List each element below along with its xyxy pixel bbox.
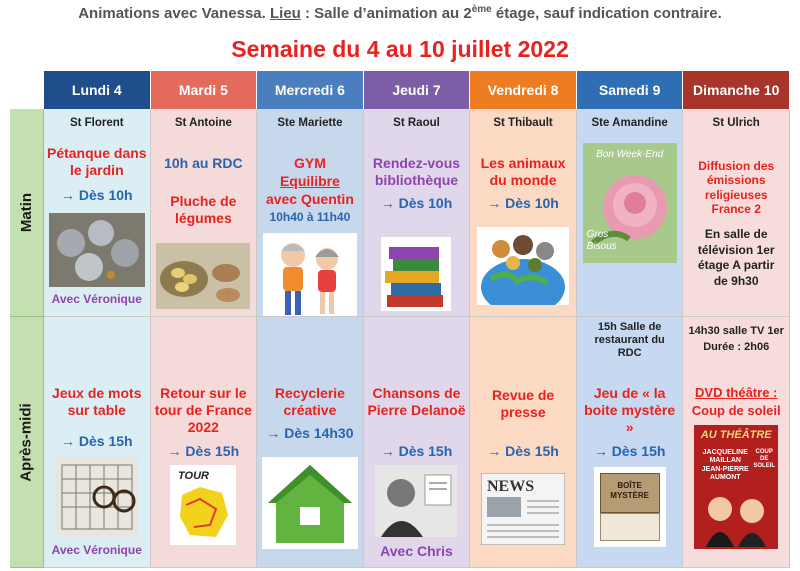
activity-title: GYM [293, 155, 326, 171]
seniors-image [263, 233, 357, 317]
activity-note: Avec Véronique [51, 543, 142, 557]
activity-duration: Durée : 2h06 [703, 341, 770, 353]
poster-title: COUP DE SOLEIL [753, 449, 776, 470]
petanque-image [49, 213, 145, 287]
day-header-mercredi: Mercredi 6 [257, 71, 364, 109]
cell-mardi-morning [151, 109, 258, 317]
cell-mercredi-afternoon [257, 317, 364, 568]
cell-mardi-afternoon [151, 317, 258, 568]
grid-corner [10, 71, 44, 109]
activity-time: → Dès 15h [487, 443, 559, 459]
activity-title: Revue de presse [491, 387, 555, 420]
rose-card-image [583, 143, 677, 263]
day-header-jeudi: Jeudi 7 [364, 71, 471, 109]
activity-time: → Dès 10h [380, 195, 453, 211]
day-header-mardi: Mardi 5 [151, 71, 258, 109]
cell-dimanche-afternoon [683, 317, 790, 568]
day-header-samedi: Samedi 9 [577, 71, 684, 109]
activity-time: → Dès 15h [380, 443, 453, 459]
saint-name: St Raoul [393, 117, 440, 129]
activity-location: 10h au RDC [164, 155, 243, 171]
green-house-image [262, 457, 358, 549]
morning-label: Matin [18, 192, 36, 233]
cell-lundi-morning [44, 109, 151, 317]
svg-text:NEWS: NEWS [487, 478, 535, 495]
header-lieu: Lieu [269, 5, 301, 22]
activity-title: Retour sur le tour de France 2022 [154, 385, 252, 435]
row-label-afternoon [10, 317, 44, 568]
activity-title: DVD théâtre : [695, 385, 778, 400]
afternoon-label: Après-midi [18, 402, 36, 482]
cell-jeudi-afternoon [364, 317, 471, 568]
header-subtitle [0, 4, 800, 22]
poster-names: JACQUELINE MAILLAN JEAN-PIERRE AUMONT [701, 449, 749, 482]
tour-de-france-image [170, 465, 236, 545]
day-header-vendredi: Vendredi 8 [470, 71, 577, 109]
saint-name: St Antoine [174, 117, 232, 129]
activity-time: 10h40 à 11h40 [269, 210, 351, 224]
mystery-box-image [594, 467, 666, 547]
header-part-c: étage, sauf indication contraire. [491, 5, 722, 22]
activity-instructor: avec Quentin [265, 191, 354, 207]
saint-name: St Thibault [493, 117, 553, 129]
rose-card-text-1: Gros [586, 229, 609, 240]
cell-vendredi-afternoon [470, 317, 577, 568]
activity-title: Pluche de légumes [170, 193, 237, 226]
activity-title: Les animaux du monde [480, 155, 566, 188]
theatre-poster-image [694, 425, 778, 549]
rose-card-text-2: Bisous [586, 241, 617, 252]
activity-time: → Dès 15h [593, 443, 666, 459]
mystery-box-text: BOÎTE MYSTÈRE [610, 481, 649, 500]
activity-note: Avec Chris [380, 543, 453, 559]
cell-samedi-morning [577, 109, 684, 317]
saint-name: St Florent [69, 117, 124, 129]
activity-title: Chansons de Pierre Delanoë [367, 385, 466, 418]
activity-note: Avec Véronique [51, 292, 142, 306]
potatoes-image [156, 243, 250, 309]
crossword-image [56, 457, 138, 537]
activity-title: Jeux de mots sur table [52, 385, 142, 418]
newspaper-image [481, 473, 565, 545]
activity-title: Rendez-vous bibliothèque [372, 155, 461, 188]
poster-heading: AU THÉÂTRE [700, 429, 772, 441]
cell-samedi-afternoon [577, 317, 684, 568]
rose-card-title: Bon Week-End [596, 149, 664, 160]
activity-time: → Dès 15h [167, 443, 240, 459]
cell-jeudi-morning [364, 109, 471, 317]
day-header-lundi: Lundi 4 [44, 71, 151, 109]
activity-title: Jeu de « la boite mystère » [584, 385, 676, 435]
header-part-b: : Salle d’animation au 2 [300, 5, 472, 22]
activity-time: → Dès 10h [487, 195, 559, 211]
activity-title: Diffusion des émissions religieuses France 2 [698, 159, 775, 217]
saint-name: Ste Amandine [591, 117, 668, 129]
activity-title: Pétanque dans le jardin [46, 145, 147, 178]
activity-time: → Dès 10h [60, 187, 133, 203]
saint-name: Ste Mariette [277, 117, 343, 129]
cell-mercredi-morning [257, 109, 364, 317]
saint-name: St Ulrich [712, 117, 760, 129]
row-label-morning [10, 109, 44, 317]
activity-time: → Dès 15h [60, 433, 133, 449]
page-title: Semaine du 4 au 10 juillet 2022 [231, 36, 569, 62]
svg-text:TOUR: TOUR [178, 470, 210, 482]
activity-time: → Dès 14h30 [266, 425, 354, 441]
cell-dimanche-morning [683, 109, 790, 317]
activity-subtitle: Coup de soleil [691, 403, 781, 418]
cell-lundi-afternoon [44, 317, 151, 568]
activity-time: 14h30 salle TV 1er [688, 325, 784, 337]
header-part-a: Animations avec Vanessa. [78, 5, 266, 22]
animals-globe-image [477, 227, 569, 305]
schedule-grid [10, 71, 790, 568]
header-sup: ème [471, 4, 492, 15]
cell-vendredi-morning [470, 109, 577, 317]
activity-title: Recyclerie créative [274, 385, 345, 418]
day-header-dimanche: Dimanche 10 [683, 71, 790, 109]
books-image [381, 237, 451, 311]
activity-subtitle: Equilibre [279, 173, 340, 189]
activity-detail: En salle de télévision 1er étage A partir de 9h30 [697, 227, 775, 288]
activity-location: 15h Salle de restaurant du RDC [594, 321, 665, 360]
delanoe-image [375, 465, 457, 537]
